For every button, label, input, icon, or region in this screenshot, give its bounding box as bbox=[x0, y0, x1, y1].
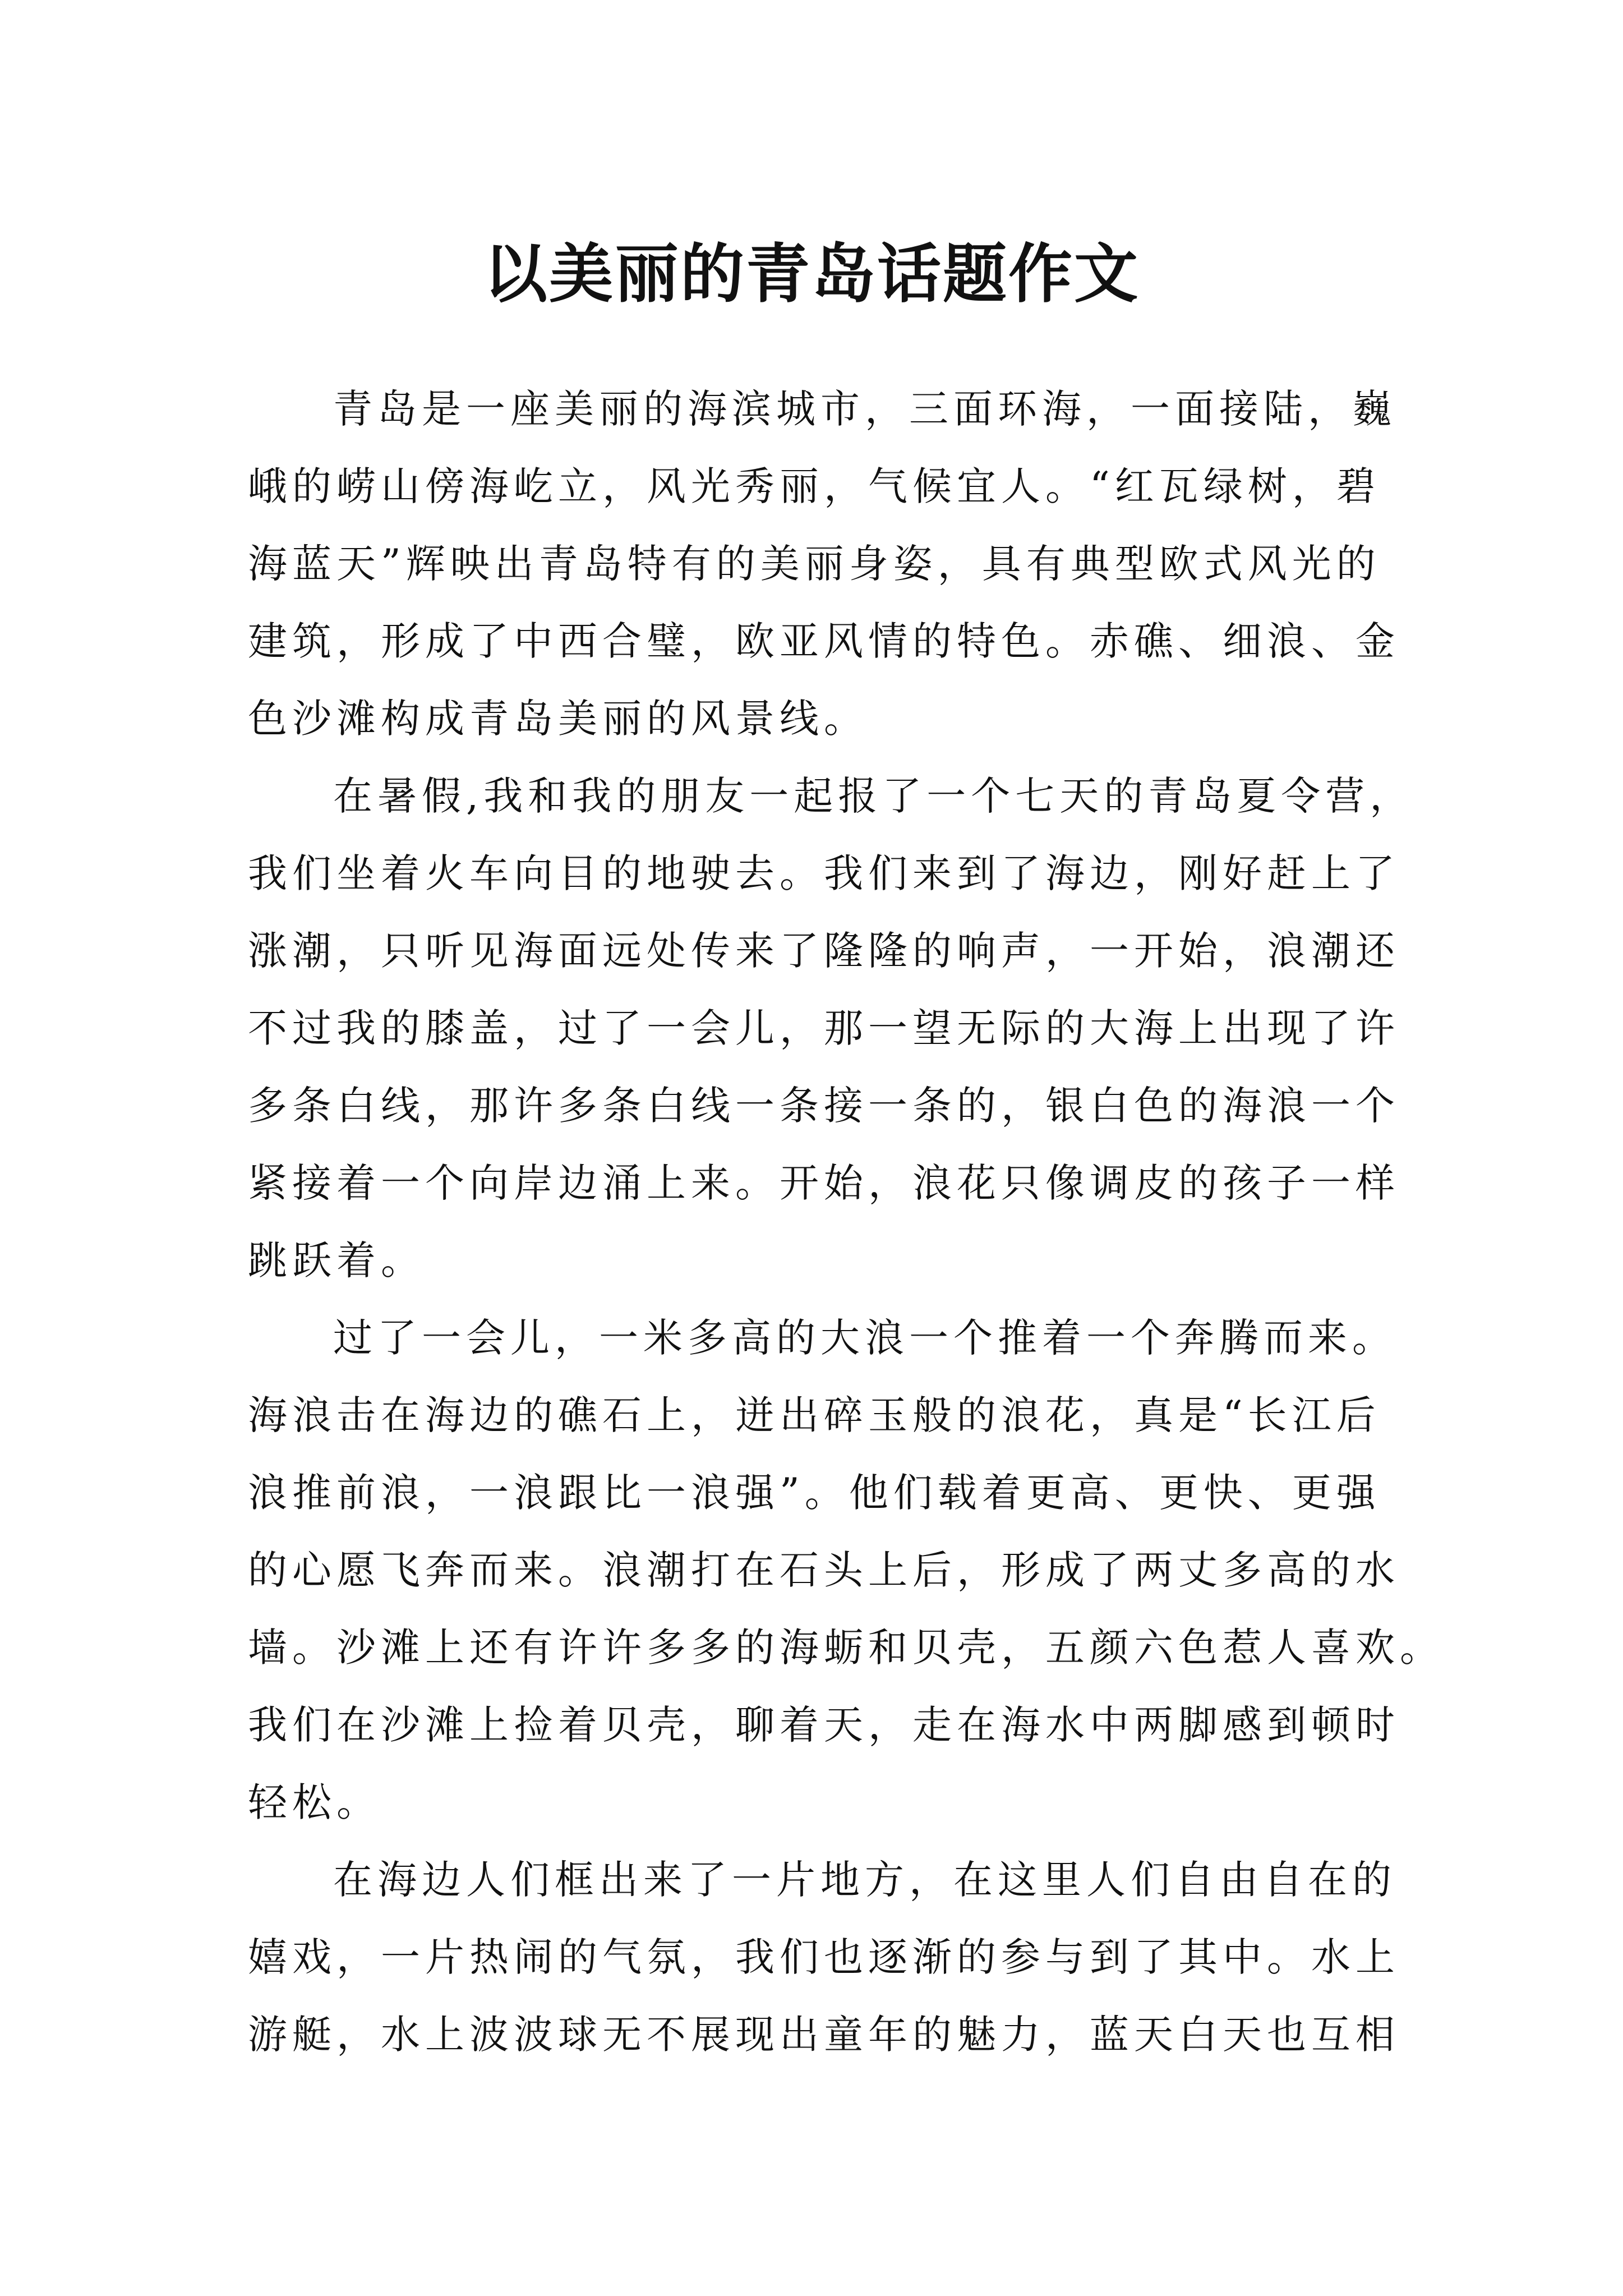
text-line: 在海边人们框出来了一片地方，在这里人们自由自在的 bbox=[333, 1857, 1396, 1903]
text-line: 海蓝天”辉映出青岛特有的美丽身姿，具有典型欧式风光的 bbox=[248, 541, 1381, 587]
text-line: 海浪击在海边的礁石上，迸出碎玉般的浪花，真是“长江后 bbox=[248, 1392, 1381, 1438]
paragraph bbox=[248, 1299, 1444, 1841]
text-line: 跳跃着。 bbox=[248, 1237, 425, 1283]
text-line: 青岛是一座美丽的海滨城市，三面环海，一面接陆，巍 bbox=[333, 386, 1396, 432]
text-line: 嬉戏，一片热闹的气氛，我们也逐渐的参与到了其中。水上 bbox=[248, 1934, 1400, 1980]
text-line: 我们在沙滩上捡着贝壳，聊着天，走在海水中两脚感到顿时 bbox=[248, 1702, 1400, 1748]
paragraph bbox=[248, 1841, 1400, 2073]
paragraph bbox=[248, 757, 1414, 1299]
document-body bbox=[248, 370, 1444, 2073]
text-line: 峨的崂山傍海屹立，风光秀丽，气候宜人。“红瓦绿树，碧 bbox=[248, 463, 1381, 509]
text-line: 过了一会儿，一米多高的大浪一个推着一个奔腾而来。 bbox=[333, 1315, 1396, 1361]
text-line: 色沙滩构成青岛美丽的风景线。 bbox=[248, 696, 868, 742]
text-line: 紧接着一个向岸边涌上来。开始，浪花只像调皮的孩子一样 bbox=[248, 1160, 1400, 1206]
text-line: 涨潮，只听见海面远处传来了隆隆的响声，一开始，浪潮还 bbox=[248, 928, 1400, 974]
text-line: 游艇，水上波波球无不展现出童年的魅力，蓝天白天也互相 bbox=[248, 2012, 1400, 2058]
text-line: 多条白线，那许多条白线一条接一条的，银白色的海浪一个 bbox=[248, 1083, 1400, 1129]
paragraph bbox=[248, 370, 1400, 757]
text-line: 浪推前浪，一浪跟比一浪强”。他们载着更高、更快、更强 bbox=[248, 1470, 1381, 1516]
text-line: 的心愿飞奔而来。浪潮打在石头上后，形成了两丈多高的水 bbox=[248, 1547, 1400, 1593]
text-line: 建筑，形成了中西合璧，欧亚风情的特色。赤礁、细浪、金 bbox=[248, 618, 1400, 664]
text-line: 轻松。 bbox=[248, 1779, 381, 1825]
text-line: 在暑假,我和我的朋友一起报了一个七天的青岛夏令营， bbox=[333, 773, 1414, 819]
document-title: 以美丽的青岛话题作文 bbox=[483, 237, 1140, 312]
text-line: 墙。沙滩上还有许许多多的海蛎和贝壳，五颜六色惹人喜欢。 bbox=[248, 1625, 1444, 1671]
text-line: 我们坐着火车向目的地驶去。我们来到了海边，刚好赶上了 bbox=[248, 850, 1400, 896]
text-line: 不过我的膝盖，过了一会儿，那一望无际的大海上出现了许 bbox=[248, 1005, 1400, 1051]
